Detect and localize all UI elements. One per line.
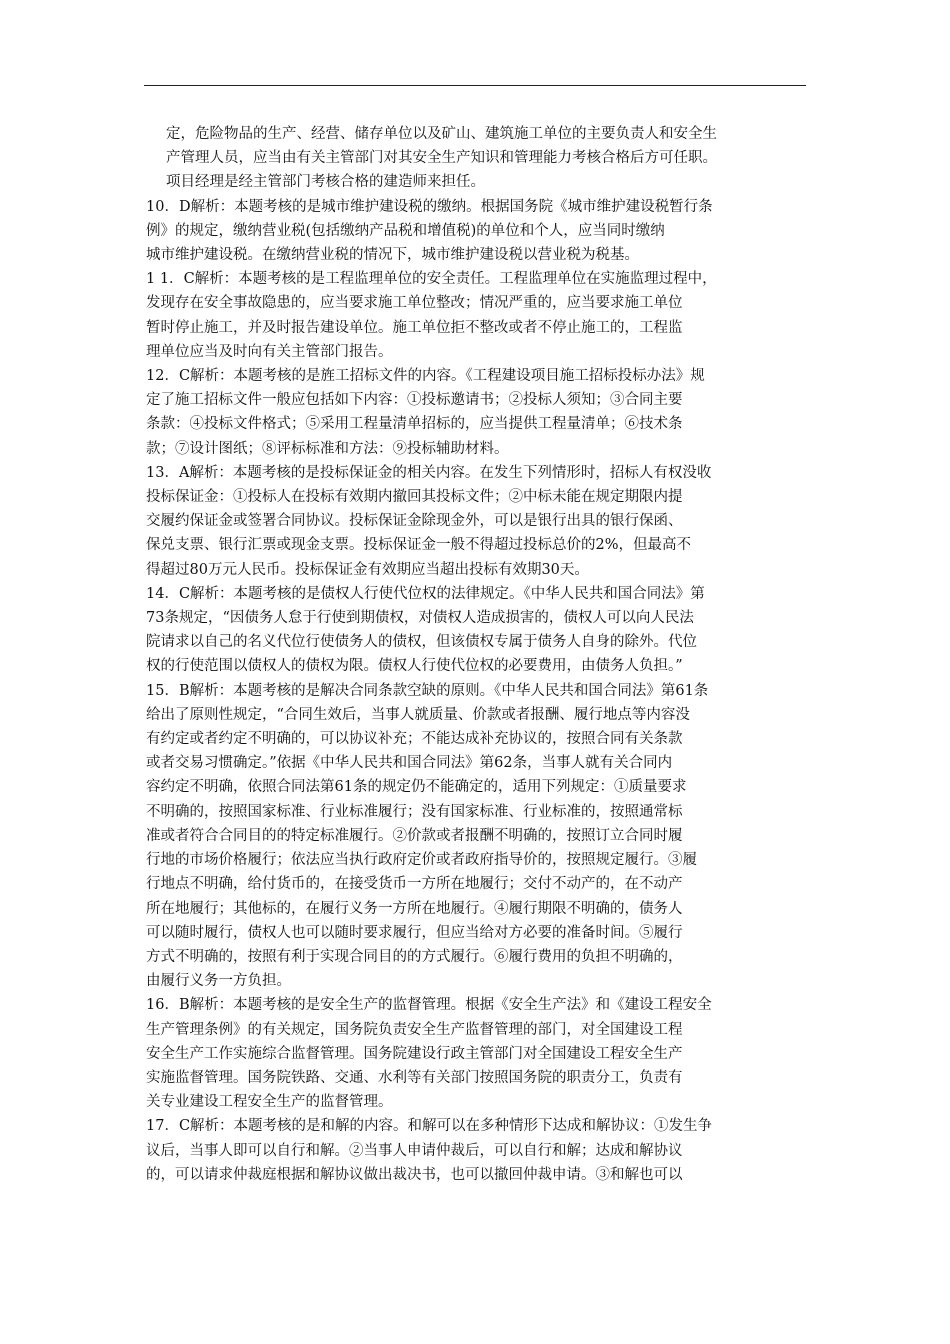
line-text: 关专业建设工程安全生产的监督管理。 xyxy=(146,1094,393,1111)
text-line xyxy=(146,630,806,654)
question-number: 15． xyxy=(146,682,179,699)
text-line xyxy=(146,267,806,291)
line-text: 给出了原则性规定，“合同生效后，当事人就质量、价款或者报酬、履行地点等内容没 xyxy=(146,706,690,723)
text-line xyxy=(146,582,806,606)
question-number: 12． xyxy=(146,368,179,385)
text-line xyxy=(146,1066,806,1090)
text-line xyxy=(146,848,806,872)
text-line xyxy=(146,1042,806,1066)
text-line xyxy=(146,509,806,533)
text-line xyxy=(146,388,806,412)
text-line xyxy=(146,1018,806,1042)
line-text: 项目经理是经主管部门考核合格的建造师来担任。 xyxy=(166,174,485,191)
answer-entry xyxy=(146,1114,806,1187)
line-text: C解析：本题考核的是工程监理单位的安全责任。工程监理单位在实施监理过程中， xyxy=(183,271,717,288)
text-line xyxy=(146,1139,806,1163)
line-text: 定，危险物品的生产、经营、储存单位以及矿山、建筑施工单位的主要负责人和安全生 xyxy=(166,126,717,142)
answer-entry xyxy=(146,993,806,1114)
text-line xyxy=(146,412,806,436)
text-line xyxy=(166,122,806,146)
line-text: C解析：本题考核的是债权人行使代位权的法律规定。《中华人民共和国合同法》第 xyxy=(178,585,705,602)
line-text: D解析：本题考核的是城市维护建设税的缴纳。根据国务院《城市维护建设税暂行条 xyxy=(178,198,713,215)
text-line xyxy=(146,485,806,509)
answer-entry xyxy=(146,679,806,994)
question-number: 10． xyxy=(146,198,179,215)
text-line xyxy=(146,654,806,678)
line-text: 定了施工招标文件一般应包括如下内容：①投标邀请书；②投标人须知；③合同主要 xyxy=(146,392,683,409)
text-line xyxy=(146,921,806,945)
line-text: B解析：本题考核的是解决合同条款空缺的原则。《中华人民共和国合同法》第61条 xyxy=(178,682,709,699)
line-text: 投标保证金：①投标人在投标有效期内撤回其投标文件；②中标未能在规定期限内提 xyxy=(146,489,683,506)
line-text: 容约定不明确，依照合同法第61条的规定仍不能确定的，适用下列规定：①质量要求 xyxy=(146,779,687,796)
line-text: 产管理人员，应当由有关主管部门对其安全生产知识和管理能力考核合格后方可任职。 xyxy=(166,150,717,167)
question-number: 16． xyxy=(146,997,179,1014)
line-text: 议后，当事人即可以自行和解。②当事人申请仲裁后，可以自行和解；达成和解协议 xyxy=(146,1142,683,1159)
text-line xyxy=(146,558,806,582)
line-text: 生产管理条例》的有关规定，国务院负责安全生产监督管理的部门，对全国建设工程 xyxy=(146,1021,683,1038)
text-line xyxy=(146,679,806,703)
text-line xyxy=(146,437,806,461)
line-text: 条款：④投标文件格式；⑤采用工程量清单招标的，应当提供工程量清单；⑥技术条 xyxy=(146,416,683,433)
text-line xyxy=(146,606,806,630)
line-text: 由履行义务一方负担。 xyxy=(146,973,291,990)
text-line xyxy=(146,969,806,993)
answer-entry xyxy=(146,195,806,268)
line-text: C解析：本题考核的是和解的内容。和解可以在多种情形下达成和解协议：①发生争 xyxy=(178,1118,713,1135)
text-line xyxy=(146,897,806,921)
text-line xyxy=(146,219,806,243)
line-text: 理单位应当及时向有关主管部门报告。 xyxy=(146,343,393,360)
line-text: 可以随时履行，债权人也可以随时要求履行，但应当给对方必要的准备时间。⑤履行 xyxy=(146,924,683,941)
text-line xyxy=(166,146,806,170)
text-line xyxy=(146,872,806,896)
header-rule xyxy=(144,85,806,86)
text-line xyxy=(146,1114,806,1138)
answer-entry xyxy=(146,364,806,461)
line-text: 安全生产工作实施综合监督管理。国务院建设行政主管部门对全国建设工程安全生产 xyxy=(146,1045,683,1062)
text-line xyxy=(146,824,806,848)
text-line xyxy=(146,751,806,775)
line-text: B解析：本题考核的是安全生产的监督管理。根据《安全生产法》和《建设工程安全 xyxy=(178,997,712,1014)
line-text: 有约定或者约定不明确的，可以协议补充；不能达成补充协议的，按照合同有关条款 xyxy=(146,731,683,748)
line-text: 发现存在安全事故隐患的，应当要求施工单位整改；情况严重的，应当要求施工单位 xyxy=(146,295,683,312)
text-line xyxy=(146,316,806,340)
question-number: 17． xyxy=(146,1118,179,1135)
line-text: 保兑支票、银行汇票或现金支票。投标保证金一般不得超过投标总价的2%，但最高不 xyxy=(146,537,691,554)
line-text: C解析：本题考核的是旌工招标文件的内容。《工程建设项目施工招标投标办法》规 xyxy=(178,368,705,385)
text-line xyxy=(146,1090,806,1114)
line-text: 交履约保证金或签署合同协议。投标保证金除现金外，可以是银行出具的银行保函、 xyxy=(146,513,683,530)
line-text: 行地点不明确，给付货币的，在接受货币一方所在地履行；交付不动产的，在不动产 xyxy=(146,876,683,893)
line-text: A解析：本题考核的是投标保证金的相关内容。在发生下列情形时，招标人有权没收 xyxy=(178,464,712,481)
text-line xyxy=(146,461,806,485)
line-text: 实施监督管理。国务院铁路、交通、水利等有关部门按照国务院的职责分工，负责有 xyxy=(146,1069,683,1086)
line-text: 方式不明确的，按照有利于实现合同目的的方式履行。⑥履行费用的负担不明确的， xyxy=(146,948,683,965)
text-line xyxy=(146,533,806,557)
text-line xyxy=(146,243,806,267)
line-text: 城市维护建设税。在缴纳营业税的情况下，城市维护建设税以营业税为税基。 xyxy=(146,247,639,264)
question-number: 14． xyxy=(146,585,179,602)
answer-explanations xyxy=(146,122,806,1187)
text-line xyxy=(146,340,806,364)
line-text: 权的行使范围以债权人的债权为限。债权人行使代位权的必要费用，由债务人负担。” xyxy=(146,658,683,675)
line-text: 例》的规定，缴纳营业税(包括缴纳产品税和增值税)的单位和个人，应当同时缴纳 xyxy=(146,222,665,239)
answer-entry xyxy=(146,582,806,679)
line-text: 得超过80万元人民币。投标保证金有效期应当超出投标有效期30天。 xyxy=(146,561,589,578)
text-line xyxy=(146,945,806,969)
line-text: 院请求以自己的名义代位行使债务人的债权，但该债权专属于债务人自身的除外。代位 xyxy=(146,634,697,651)
text-line xyxy=(146,195,806,219)
text-line xyxy=(146,364,806,388)
text-line xyxy=(146,800,806,824)
question-number: 1 1． xyxy=(146,271,184,288)
answer-entry xyxy=(146,122,806,195)
line-text: 不明确的，按照国家标准、行业标准履行；没有国家标准、行业标准的，按照通常标 xyxy=(146,803,683,820)
text-line xyxy=(146,703,806,727)
text-line xyxy=(146,727,806,751)
line-text: 的，可以请求仲裁庭根据和解协议做出裁决书，也可以撤回仲裁申请。③和解也可以 xyxy=(146,1166,683,1183)
text-line xyxy=(166,170,806,194)
line-text: 准或者符合合同目的的特定标准履行。②价款或者报酬不明确的，按照订立合同时履 xyxy=(146,827,683,844)
line-text: 款；⑦设计图纸；⑧评标标准和方法：⑨投标辅助材料。 xyxy=(146,440,509,457)
text-line xyxy=(146,1163,806,1187)
text-line xyxy=(146,291,806,315)
line-text: 73条规定，“因债务人怠于行使到期债权，对债权人造成损害的，债权人可以向人民法 xyxy=(146,610,694,627)
question-number: 13． xyxy=(146,464,179,481)
line-text: 所在地履行；其他标的，在履行义务一方所在地履行。④履行期限不明确的，债务人 xyxy=(146,900,683,917)
text-line xyxy=(146,775,806,799)
line-text: 或者交易习惯确定。”依据《中华人民共和国合同法》第62条，当事人就有关合同内 xyxy=(146,755,673,772)
line-text: 暂时停止施工，并及时报告建设单位。施工单位拒不整改或者不停止施工的，工程监 xyxy=(146,319,683,336)
answer-entry xyxy=(146,461,806,582)
text-line xyxy=(146,993,806,1017)
line-text: 行地的市场价格履行；依法应当执行政府定价或者政府指导价的，按照规定履行。③履 xyxy=(146,852,697,869)
answer-entry xyxy=(146,267,806,364)
